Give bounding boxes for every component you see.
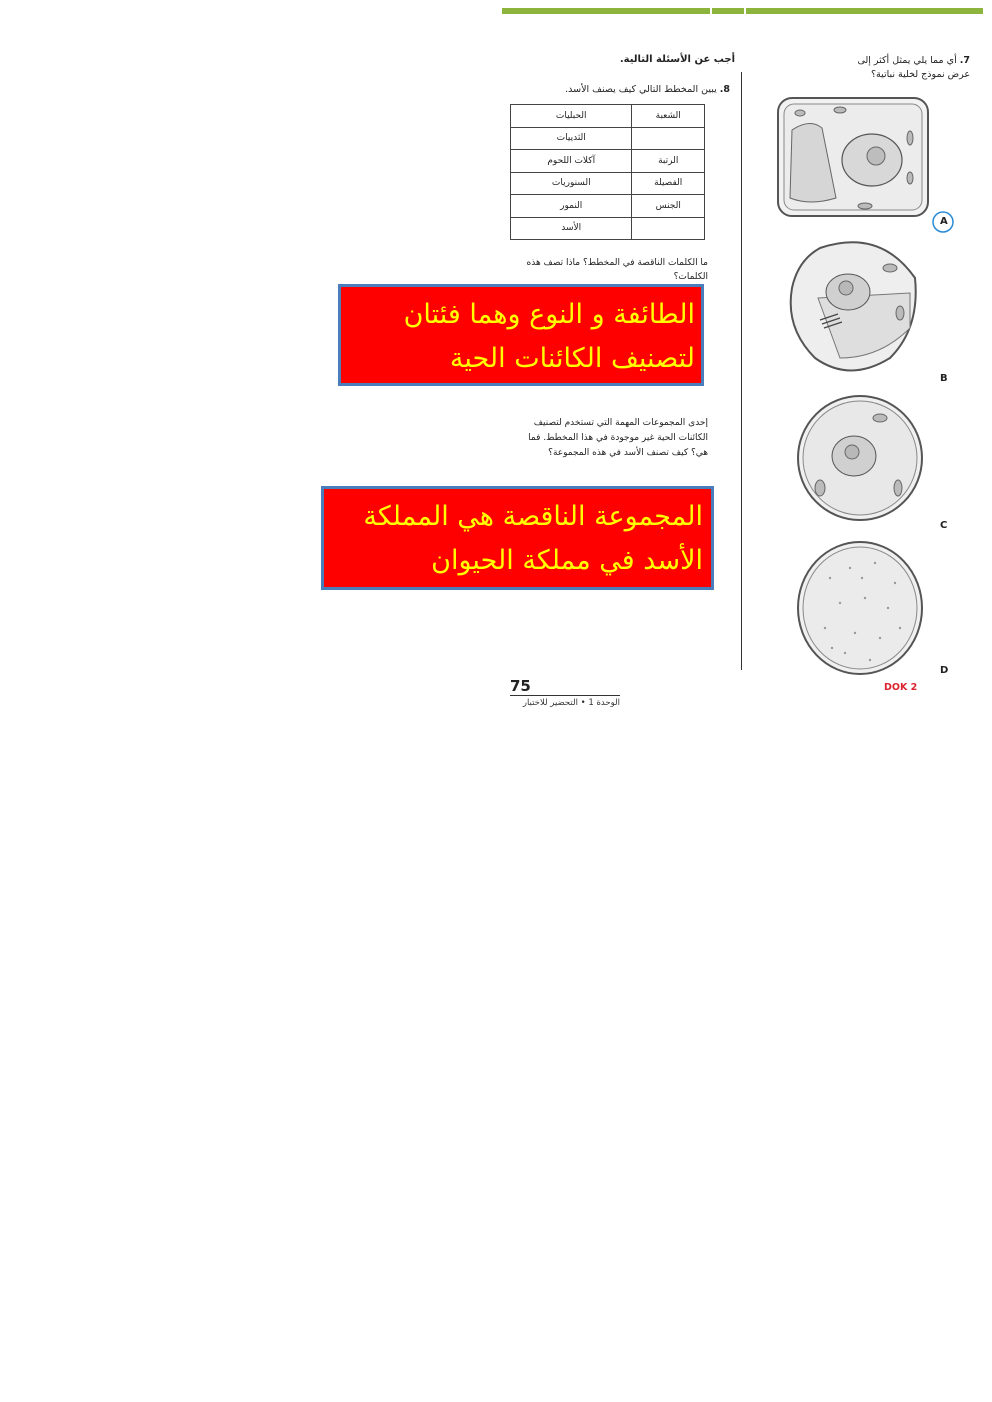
table-row (511, 150, 705, 173)
rank-cell: الفصيلة (632, 172, 705, 195)
question-8-prompt-2: إحدى المجموعات المهمة التي تستخدم لتصنيف الكائنات الحية غير موجودة في هذا المخطط. فما هي؟ كيف تصنف الأسد في هذه المجموعة؟ (528, 418, 708, 458)
taxon-cell: الأسد (511, 217, 632, 240)
question-8 (520, 84, 730, 95)
taxon-cell: الحبليات (511, 105, 632, 128)
dok-badge: DOK 2 (884, 682, 918, 693)
dotted-cell-illustration (798, 542, 922, 674)
question-8-prompt-1: ما الكلمات الناقصة في المخطط؟ ماذا تصف هذه الكلمات؟ (526, 258, 708, 282)
cell-diagrams (770, 88, 965, 688)
footer-rule (510, 695, 620, 696)
table-row (511, 105, 705, 128)
table-row (511, 127, 705, 150)
column-divider (741, 72, 742, 670)
rank-cell (632, 127, 705, 150)
option-b-label: B (940, 373, 948, 384)
option-c-label: C (940, 520, 948, 531)
top-accent-bar (502, 8, 983, 14)
footer-caption: الوحدة 1 • التحضير للاختبار (522, 698, 620, 708)
table-row (511, 172, 705, 195)
question-8-text: يبين المخطط التالي كيف يصنف الأسد. (565, 84, 717, 95)
table-row (511, 217, 705, 240)
option-a-label: A (940, 216, 948, 227)
section-heading: أجب عن الأسئلة التالية. (619, 54, 735, 65)
question-7-number: 7. (959, 55, 970, 66)
plant-cell-illustration (778, 98, 928, 216)
taxon-cell: آكلات اللحوم (511, 150, 632, 173)
question-7 (840, 54, 970, 82)
rank-cell (632, 217, 705, 240)
question-7-text: أي مما يلي يمثل أكثر إلى عرض نموذج لخلية نباتية؟ (857, 55, 970, 80)
taxon-cell: النمور (511, 195, 632, 218)
taxon-cell: السنوريات (511, 172, 632, 195)
question-8-number: 8. (719, 84, 730, 95)
answer-box-1: الطائفة و النوع وهما فئتان لتصنيف الكائنات الحية (338, 284, 704, 386)
table-row (511, 195, 705, 218)
rank-cell: الجنس (632, 195, 705, 218)
answer-box-2: المجموعة الناقصة هي المملكة الأسد في مملكة الحيوان (321, 486, 714, 590)
page-number: 75 (510, 677, 531, 695)
rank-cell: الشعبة (632, 105, 705, 128)
round-cell-illustration (798, 396, 922, 520)
cutaway-cell-illustration (791, 242, 916, 370)
option-d-label: D (940, 665, 949, 676)
rank-cell: الرتبة (632, 150, 705, 173)
taxon-cell: الثدييات (511, 127, 632, 150)
classification-table (510, 104, 705, 240)
